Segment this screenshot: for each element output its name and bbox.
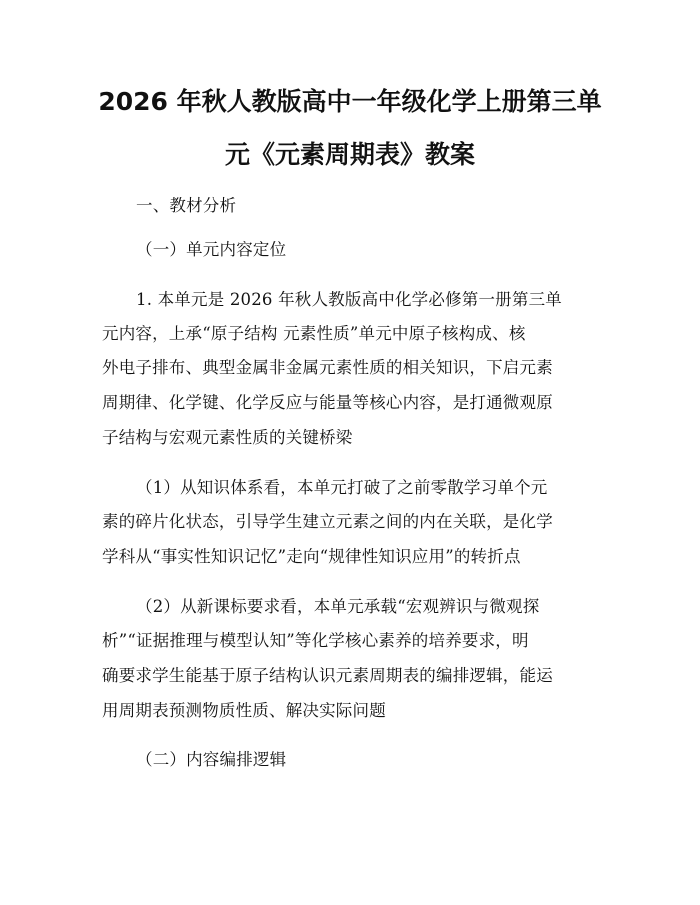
paragraph-3-line-4: 用周期表预测物质性质、解决实际问题 xyxy=(102,701,386,720)
paragraph-2-line-3: 学科从“事实性知识记忆”走向“规律性知识应用”的转折点 xyxy=(102,547,521,566)
paragraph-1-line-4: 周期律、化学键、化学反应与能量等核心内容，是打通微观原 xyxy=(102,393,553,412)
paragraph-1-line-5: 子结构与宏观元素性质的关键桥梁 xyxy=(102,428,353,447)
paragraph-3-line-1: （2）从新课标要求看，本单元承载“宏观辨识与微观探 xyxy=(136,597,540,616)
paragraph-2-line-2: 素的碎片化状态，引导学生建立元素之间的内在关联，是化学 xyxy=(102,512,553,531)
document-title-line-1: 2026 年秋人教版高中一年级化学上册第三单 xyxy=(98,87,602,116)
paragraph-3-line-2: 析”“证据推理与模型认知”等化学核心素养的培养要求，明 xyxy=(102,631,529,650)
subsection-heading-content-arrangement: （二）内容编排逻辑 xyxy=(136,750,287,769)
document-title-line-2: 元《元素周期表》教案 xyxy=(224,140,475,169)
paragraph-1-line-1: 1. 本单元是 2026 年秋人教版高中化学必修第一册第三单 xyxy=(136,290,562,309)
paragraph-1-line-2: 元内容，上承“原子结构 元素性质”单元中原子核构成、核 xyxy=(102,324,526,343)
paragraph-2-line-1: （1）从知识体系看，本单元打破了之前零散学习单个元 xyxy=(136,478,548,497)
subsection-heading-unit-positioning: （一）单元内容定位 xyxy=(136,240,287,259)
section-heading-textbook-analysis: 一、教材分析 xyxy=(136,196,237,215)
paragraph-3-line-3: 确要求学生能基于原子结构认识元素周期表的编排逻辑，能运 xyxy=(102,666,553,685)
paragraph-1-line-3: 外电子排布、典型金属非金属元素性质的相关知识，下启元素 xyxy=(102,358,553,377)
